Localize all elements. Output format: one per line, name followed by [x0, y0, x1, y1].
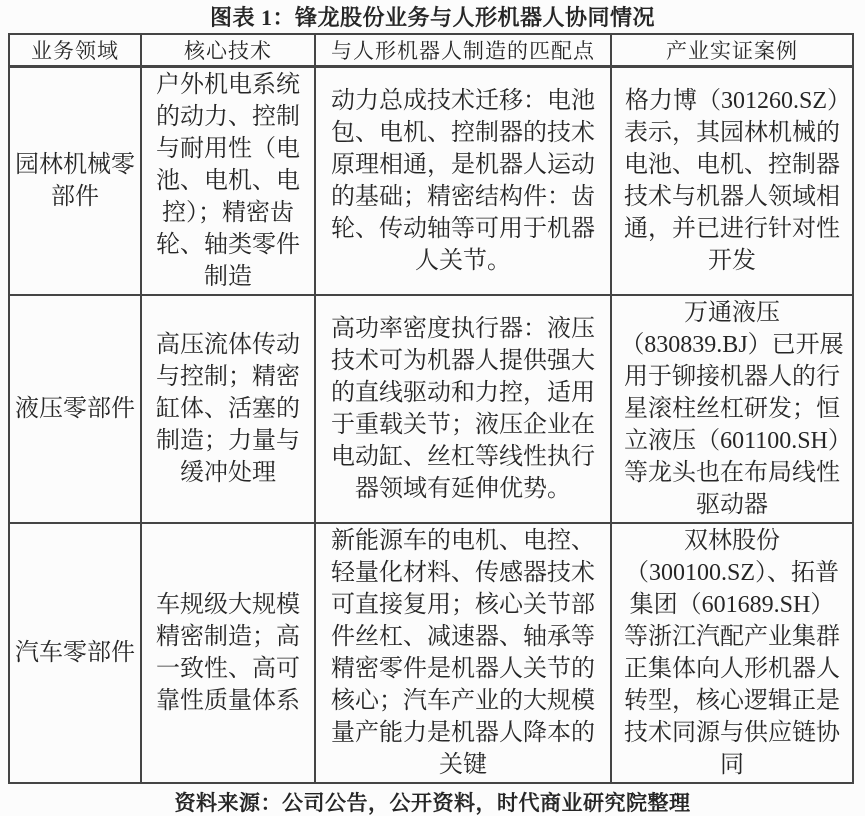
cell-robot-match: 动力总成技术迁移：电池包、电机、控制器的技术原理相通，是机器人运动的基础；精密结构件：齿轮、传动轴等可用于机器人关节。 [315, 67, 611, 296]
cell-case-examples: 万通液压（830839.BJ）已开展用于铆接机器人的行星滚柱丝杠研发；恒立液压（601100.SH）等龙头也在布局线性驱动器 [611, 295, 853, 523]
table-row-auto-parts [9, 523, 853, 783]
source-note: 资料来源：公司公告，公开资料，时代商业研究院整理 [174, 791, 691, 815]
column-header-core-tech: 核心技术 [141, 34, 315, 67]
table-row-garden-machinery [9, 67, 853, 296]
cell-business-area: 液压零部件 [9, 295, 141, 523]
cell-case-examples: 格力博（301260.SZ）表示，其园林机械的电池、电机、控制器技术与机器人领域相通，并已进行针对性开发 [611, 67, 853, 296]
column-header-robot-match: 与人形机器人制造的匹配点 [315, 34, 611, 67]
column-header-case-examples: 产业实证案例 [611, 34, 853, 67]
figure-title: 图表 1：锋龙股份业务与人形机器人协同情况 [209, 5, 655, 30]
cell-business-area: 园林机械零部件 [9, 67, 141, 296]
cell-robot-match: 新能源车的电机、电控、轻量化材料、传感器技术可直接复用；核心关节部件丝杠、减速器、轴承等精密零件是机器人关节的核心；汽车产业的大规模量产能力是机器人降本的关键 [315, 523, 611, 783]
synergy-table [8, 33, 854, 784]
report-figure-page [0, 4, 865, 815]
cell-core-tech: 高压流体传动与控制；精密缸体、活塞的制造；力量与缓冲处理 [141, 295, 315, 523]
table-row-hydraulic-parts [9, 295, 853, 523]
cell-business-area: 汽车零部件 [9, 523, 141, 783]
cell-robot-match: 高功率密度执行器：液压技术可为机器人提供强大的直线驱动和力控，适用于重载关节；液压企业在电动缸、丝杠等线性执行器领域有延伸优势。 [315, 295, 611, 523]
cell-core-tech: 车规级大规模精密制造；高一致性、高可靠性质量体系 [141, 523, 315, 783]
cell-case-examples: 双林股份（300100.SZ）、拓普集团（601689.SH）等浙江汽配产业集群正集体向人形机器人转型，核心逻辑正是技术同源与供应链协同 [611, 523, 853, 783]
table-header-row [9, 34, 853, 67]
column-header-business-area: 业务领域 [9, 34, 141, 67]
cell-core-tech: 户外机电系统的动力、控制与耐用性（电池、电机、电控）；精密齿轮、轴类零件制造 [141, 67, 315, 296]
